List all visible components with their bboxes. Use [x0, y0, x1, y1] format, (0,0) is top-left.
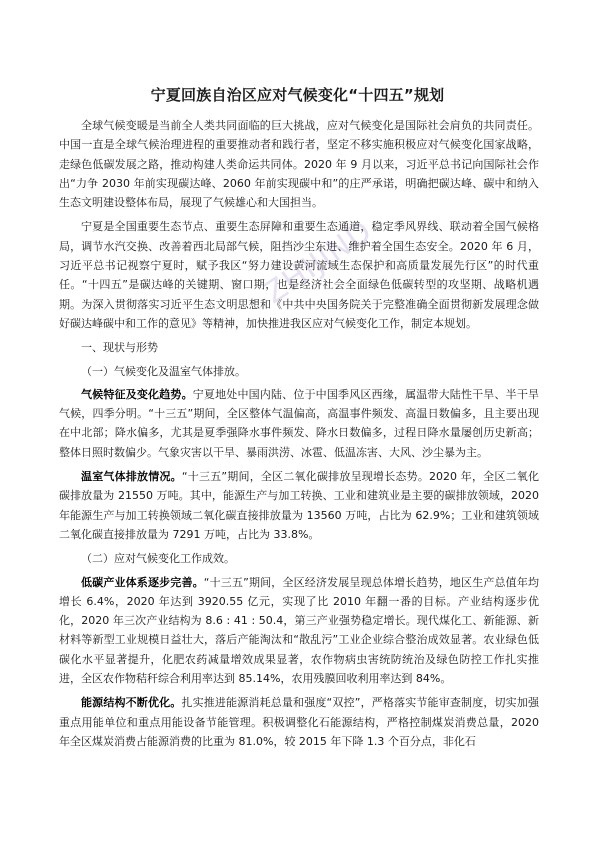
paragraph-text: “十三五”期间，全区二氧化碳排放呈现增长态势。2020 年，全区二氧化碳排放量为 21550 万吨。其中，能源生产与加工转换、工业和建筑业是主要的碳排放领域，2020 年能源生产与加工转换领域二氧化碳直接排放量为 13560 万吨，占比为 62.9%；工业和建筑领域二氧化碳直接排放量为 7291 万吨，占比为 33.8%。 [59, 470, 539, 541]
paragraph-text: “十三五”期间，全区经济发展呈现总体增长趋势，地区生产总值年均增长 6.4%，2020 年达到 3920.55 亿元，实现了比 2010 年翻一番的目标。产业结构逐步优化，2020 年三次产业结构为 8.6 : 41 : 50.4，第三产业强势稳定增长。现代煤化工、新能源、新材料等新型工业规模日益壮大，落后产能淘汰和“散乱污”工业企业综合整治成效显著。农业绿色低碳化水平显著提升，化肥农药减量增效成果显著，农作物病虫害统防统治及绿色防控工作扎实推进，全区农作物秸秆综合利用率达到 85.14%，农用残膜回收利用率达到 84%。 [59, 575, 540, 686]
subsection-heading-1 [59, 362, 539, 381]
watermark: ZHIJIND [258, 213, 379, 312]
paragraph-text: 宁夏地处中国内陆、位于中国季风区西缘，属温带大陆性干旱、半干旱气候，四季分明。“十三五”期间，全区整体气温偏高，高温事件频发、高温日数偏多，且主要出现在中北部；降水偏多，尤其是夏季强降水事件频发、降水日数偏多，过程日降水量屡创历史新高；整体日照时数偏少。气象灾害以干旱、暴雨洪涝、冰雹、低温冻害、大风、沙尘暴为主。 [59, 387, 539, 459]
heading-text: 一、现状与形势 [81, 341, 158, 355]
paragraph-lead: 低碳产业体系逐步完善。 [81, 575, 204, 589]
subsection-heading-2 [59, 549, 539, 568]
heading-text: （二）应对气候变化工作成效。 [81, 552, 235, 566]
paragraph-lead: 能源结构不断优化。 [81, 696, 182, 710]
paragraph-intro-1 [59, 116, 539, 212]
paragraph-lead: 气候特征及变化趋势。 [81, 387, 193, 401]
paragraph-text: 扎实推进能源消耗总量和强度“双控”，严格落实节能审查制度，切实加强重点用能单位和重点用能设备节能管理。积极调整化石能源结构，严格控制煤炭消费总量，2020 年全区煤炭消费占能源消费的比重为 81.0%，较 2015 年下降 1.3 个百分点，非化石 [59, 696, 539, 748]
page-title: 宁夏回族自治区应对气候变化“十四五”规划 [150, 86, 445, 104]
paragraph-lead: 温室气体排放情况。 [81, 470, 182, 484]
document-body [59, 116, 539, 756]
section-heading-1 [59, 338, 539, 357]
paragraph-energy [59, 693, 539, 751]
paragraph-climate [59, 385, 539, 462]
paragraph-emissions [59, 467, 539, 544]
paragraph-industry [59, 573, 539, 689]
paragraph-intro-2 [59, 217, 539, 333]
paragraph-text: 宁夏是全国重要生态节点、重要生态屏障和重要生态通道，稳定季风界线、联动着全国气候格局，调节水汽交换、改善着西北局部气候，阻挡沙尘东进、维护着全国生态安全。2020 年 6 月，习近平总书记视察宁夏时，赋予我区“努力建设黄河流域生态保护和高质量发展先行区”的时代重任。“十四五”是碳达峰的关键期、窗口期，也是经济社会全面绿色低碳转型的攻坚期、战略机遇期。为深入贯彻落实习近平生态文明思想和《中共中央国务院关于完整准确全面贯彻新发展理念做好碳达峰碳中和工作的意见》等精神，加快推进我区应对气候变化工作，制定本规划。 [59, 220, 539, 330]
heading-text: （一）气候变化及温室气体排放。 [81, 364, 246, 378]
paragraph-text: 全球气候变暖是当前全人类共同面临的巨大挑战，应对气候变化是国际社会肩负的共同责任。中国一直是全球气候治理进程的重要推动者和践行者，坚定不移实施积极应对气候变化国家战略，走绿色低碳发展之路，推动构建人类命运共同体。2020 年 9 月以来，习近平总书记向国际社会作出“力争 2030 年前实现碳达峰、2060 年前实现碳中和”的庄严承诺，明确把碳达峰、碳中和纳入生态文明建设整体布局，展现了气候雄心和大国担当。 [59, 119, 539, 210]
